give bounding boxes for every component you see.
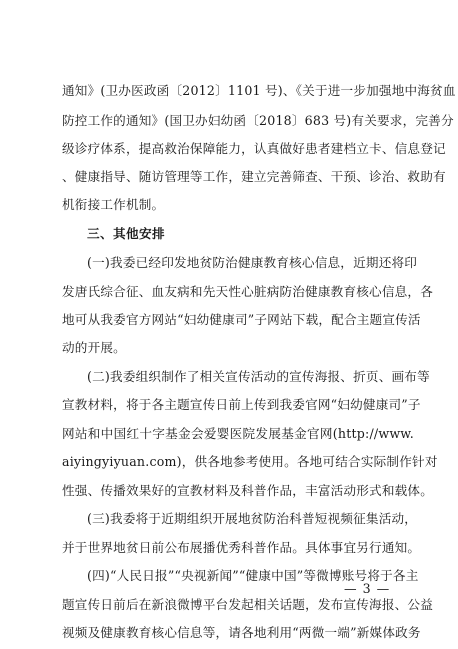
body-line: 级诊疗体系，提高救治保障能力，认真做好患者建档立卡、信息登记 [62, 141, 446, 156]
paragraph-line: (一)我委已经印发地贫防治健康教育核心信息，近期还将印 [87, 255, 418, 270]
paragraph-line: 发唐氏综合征、血友病和先天性心脏病防治健康教育核心信息，各 [62, 284, 434, 299]
paragraph-line: 地可从我委官方网站“妇幼健康司”子网站下载，配合主题宣传活 [62, 312, 421, 327]
paragraph-line: 宣教材料，将于各主题宣传日前上传到我委官网“妇幼健康司”子 [62, 397, 421, 412]
paragraph-line: 视频及健康教育核心信息等，请各地利用“两微一端”新媒体政务 [62, 625, 421, 640]
body-line: 通知》(卫办医政函〔2012〕1101 号)、《关于进一步加强地中海贫血 [62, 83, 456, 98]
paragraph-line: 并于世界地贫日前公布展播优秀科普作品。具体事宜另行通知。 [62, 540, 421, 555]
body-line: 防控工作的通知》(国卫办妇幼函〔2018〕683 号)有关要求，完善分 [62, 113, 454, 128]
paragraph-line: 题宣传日前后在新浪微博平台发起相关话题，发布宣传海报、公益 [62, 597, 434, 612]
paragraph-line: (三)我委将于近期组织开展地贫防治科普短视频征集活动， [87, 511, 418, 526]
paragraph-line: (二)我委组织制作了相关宣传活动的宣传海报、折页、画布等 [87, 369, 430, 384]
paragraph-line: 网站和中国红十字基金会爱婴医院发展基金官网(http://www. [62, 426, 414, 441]
paragraph-line: 动的开展。 [62, 340, 126, 355]
paragraph-line: (四)“人民日报”“央视新闻”“健康中国”等微博账号将于各主 [87, 568, 419, 583]
section-heading: 三、其他安排 [87, 226, 165, 241]
body-line: 、健康指导、随访管理等工作，建立完善筛查、干预、诊治、救助有 [62, 169, 446, 184]
page-number: — 3 — [344, 581, 391, 596]
paragraph-line: 性强、传播效果好的宣教材料及科普作品，丰富活动形式和载体。 [62, 483, 434, 498]
paragraph-line: aiyingyiyuan.com)，供各地参考使用。各地可结合实际制作针对 [62, 454, 438, 469]
body-line: 机衔接工作机制。 [62, 197, 165, 212]
